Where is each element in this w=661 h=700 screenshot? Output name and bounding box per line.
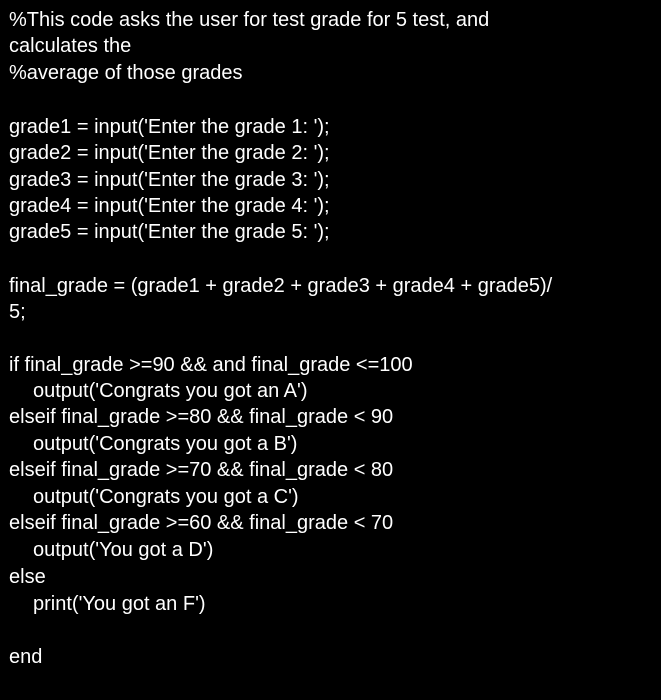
code-line-output-b: output('Congrats you got a B')	[33, 433, 298, 455]
code-line-print-f: print('You got an F')	[33, 593, 206, 615]
code-line-final-grade-cont: 5;	[9, 301, 26, 323]
code-line-else: else	[9, 566, 46, 588]
code-line-input-grade1: grade1 = input('Enter the grade 1: ');	[9, 116, 330, 138]
code-line-final-grade: final_grade = (grade1 + grade2 + grade3 + grade4 + grade5)/	[9, 275, 553, 297]
code-line-elseif-d: elseif final_grade >=60 && final_grade < 70	[9, 512, 394, 534]
code-line-elseif-c: elseif final_grade >=70 && final_grade < 80	[9, 459, 394, 481]
code-line-end: end	[9, 646, 43, 668]
code-line-input-grade4: grade4 = input('Enter the grade 4: ');	[9, 195, 330, 217]
code-line-output-a: output('Congrats you got an A')	[33, 380, 308, 402]
code-line-input-grade2: grade2 = input('Enter the grade 2: ');	[9, 142, 330, 164]
code-line-input-grade5: grade5 = input('Enter the grade 5: ');	[9, 221, 330, 243]
comment-line: calculates the	[9, 35, 132, 57]
code-line-output-d: output('You got a D')	[33, 539, 214, 561]
code-line-output-c: output('Congrats you got a C')	[33, 486, 299, 508]
comment-line: %This code asks the user for test grade for 5 test, and	[9, 9, 490, 31]
code-line-elseif-b: elseif final_grade >=80 && final_grade < 90	[9, 406, 394, 428]
code-line-if: if final_grade >=90 && and final_grade <=100	[9, 354, 413, 376]
comment-line: %average of those grades	[9, 62, 243, 84]
code-line-input-grade3: grade3 = input('Enter the grade 3: ');	[9, 169, 330, 191]
